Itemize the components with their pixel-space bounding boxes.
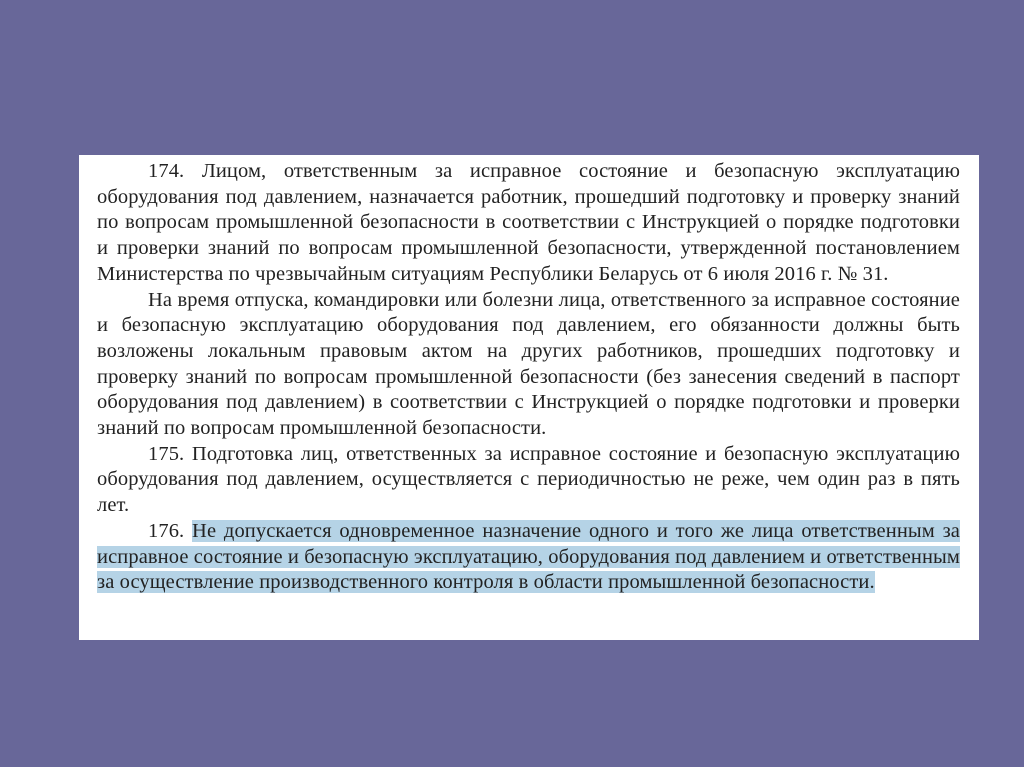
paragraph-176 (97, 519, 960, 596)
highlighted-selection: Не допускается одновременное назначение одного и того же лица ответственным за исправное состояние и безопасную эксплуатацию, оборудования под давлением и ответственным за осуществление производственного контроля в области промышленной безопасности. (97, 519, 960, 594)
paragraph-174-continuation: На время отпуска, командировки или болезни лица, ответственного за исправное состояние и безопасную эксплуатацию оборудования под давлением, его обязанности должны быть возложены локальным правовым актом на других работников, прошедших подготовку и проверку знаний по вопросам промышленной безопасности (без занесения сведений в паспорт оборудования под давлением) в соответствии с Инструкцией о порядке подготовки и проверки знаний по вопросам промышленной безопасности. (97, 288, 960, 440)
paragraph-175: 175. Подготовка лиц, ответственных за исправное состояние и безопасную эксплуатацию оборудования под давлением, осуществляется с периодичностью не реже, чем один раз в пять лет. (97, 442, 960, 517)
document-page (79, 155, 979, 640)
paragraph-174: 174. Лицом, ответственным за исправное состояние и безопасную эксплуатацию оборудования под давлением, назначается работник, прошедший подготовку и проверку знаний по вопросам промышленной безопасности в соответствии с Инструкцией о порядке подготовки и проверки знаний по вопросам промышленной безопасности, утвержденной постановлением Министерства по чрезвычайным ситуациям Республики Беларусь от 6 июля 2016 г. № 31. (97, 160, 960, 285)
paragraph-176-number: 176. (148, 519, 193, 542)
